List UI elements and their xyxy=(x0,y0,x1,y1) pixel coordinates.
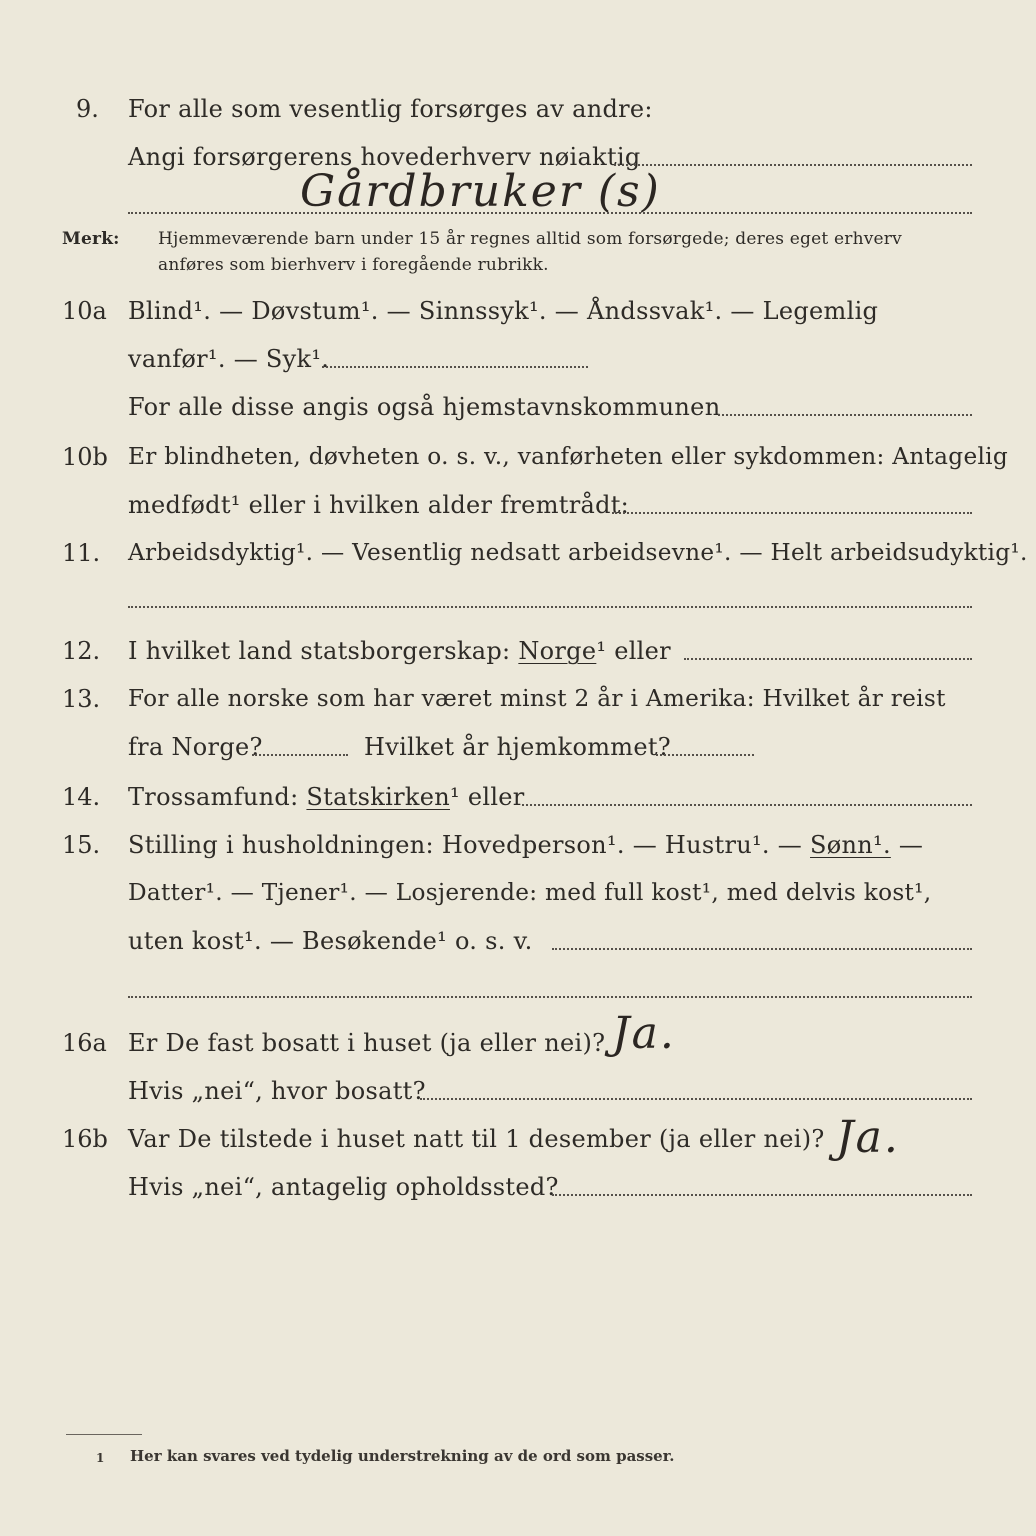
q16b-dotted-line xyxy=(552,1194,972,1196)
footnote-text: Her kan svares ved tydelig understrekning av de ord som passer. xyxy=(130,1447,675,1465)
q10a-dotted-line-1 xyxy=(322,366,588,368)
footnote-separator xyxy=(66,1434,142,1435)
q15-line2: Datter¹. — Tjener¹. — Losjerende: med full kost¹, med delvis kost¹, xyxy=(128,879,932,906)
q9-answer-line xyxy=(128,212,972,214)
q16a-handwritten-answer: Ja. xyxy=(612,1008,676,1059)
q9-number: 9. xyxy=(76,95,99,123)
q14-suffix: ¹ eller xyxy=(449,783,525,811)
q16a-line2: Hvis „nei“, hvor bosatt? xyxy=(128,1077,426,1105)
q15-dotted-line-1 xyxy=(552,948,972,950)
q13-line2a: fra Norge? xyxy=(128,733,263,761)
q16a-line1: Er De fast bosatt i huset (ja eller nei)? xyxy=(128,1029,606,1057)
q14-underlined-answer: Statskirken xyxy=(306,783,450,811)
q12-underlined-answer: Norge xyxy=(518,637,597,665)
q10a-dotted-line-2 xyxy=(718,414,972,416)
q10b-number: 10b xyxy=(62,443,108,471)
q10b-dotted-line xyxy=(612,512,972,514)
q11-number: 11. xyxy=(62,539,101,567)
q15-number: 15. xyxy=(62,831,101,859)
q15-line1b: — xyxy=(898,831,924,859)
q13-dotted-line-1 xyxy=(252,754,348,756)
merk-line2: anføres som bierhverv i foregående rubrikk. xyxy=(158,255,549,275)
q13-dotted-line-2 xyxy=(656,754,754,756)
q10a-line1: Blind¹. — Døvstum¹. — Sinnssyk¹. — Åndssvak¹. — Legemlig xyxy=(128,297,879,325)
q10a-number: 10a xyxy=(62,297,107,325)
q12-line xyxy=(128,636,671,666)
q16b-line2: Hvis „nei“, antagelig opholdssted? xyxy=(128,1173,559,1201)
q9-handwritten-answer: Gårdbruker (s) xyxy=(300,166,661,217)
q12-number: 12. xyxy=(62,637,101,665)
merk-label: Merk: xyxy=(62,229,120,249)
merk-line1: Hjemmeværende barn under 15 år regnes alltid som forsørgede; deres eget erhverv xyxy=(158,229,902,249)
q15-line3: uten kost¹. — Besøkende¹ o. s. v. xyxy=(128,927,533,955)
q14-line xyxy=(128,782,525,812)
q14-prefix: Trossamfund: xyxy=(128,783,299,811)
footnote-mark: 1 xyxy=(96,1451,105,1465)
q15-dotted-line-2 xyxy=(128,996,972,998)
q10a-line3: For alle disse angis også hjemstavnskommunen xyxy=(128,393,721,421)
q10a-line2: vanfør¹. — Syk¹. xyxy=(128,345,330,373)
q9-line1: For alle som vesentlig forsørges av andre: xyxy=(128,95,653,123)
q15-line1 xyxy=(128,830,923,860)
q16a-dotted-line xyxy=(420,1098,972,1100)
q12-prefix: I hvilket land statsborgerskap: xyxy=(128,637,511,665)
q10b-line1: Er blindheten, døvheten o. s. v., vanførheten eller sykdommen: Antagelig xyxy=(128,443,1009,470)
q13-number: 13. xyxy=(62,685,101,713)
q13-line1: For alle norske som har været minst 2 år i Amerika: Hvilket år reist xyxy=(128,685,946,712)
q16a-number: 16a xyxy=(62,1029,107,1057)
q11-line1: Arbeidsdyktig¹. — Vesentlig nedsatt arbeidsevne¹. — Helt arbeidsudyktig¹. xyxy=(128,539,1028,566)
q13-line2b: Hvilket år hjemkommet? xyxy=(364,733,671,761)
q14-number: 14. xyxy=(62,783,101,811)
q12-dotted-line xyxy=(684,658,972,660)
q16b-line1: Var De tilstede i huset natt til 1 desember (ja eller nei)? xyxy=(128,1125,825,1153)
q15-line1a: Stilling i husholdningen: Hovedperson¹. — Hustru¹. — xyxy=(128,831,803,859)
q9-line2: Angi forsørgerens hovederhverv nøiaktig xyxy=(128,143,641,171)
q12-suffix: ¹ eller xyxy=(596,637,671,665)
q16b-number: 16b xyxy=(62,1125,108,1153)
q15-underlined-answer: Sønn¹. xyxy=(810,831,891,859)
q10b-line2: medfødt¹ eller i hvilken alder fremtrådt: xyxy=(128,491,630,519)
q9-dotted-line xyxy=(614,164,972,166)
q14-dotted-line xyxy=(522,804,972,806)
q16b-handwritten-answer: Ja. xyxy=(836,1112,900,1163)
q11-dotted-line xyxy=(128,606,972,608)
